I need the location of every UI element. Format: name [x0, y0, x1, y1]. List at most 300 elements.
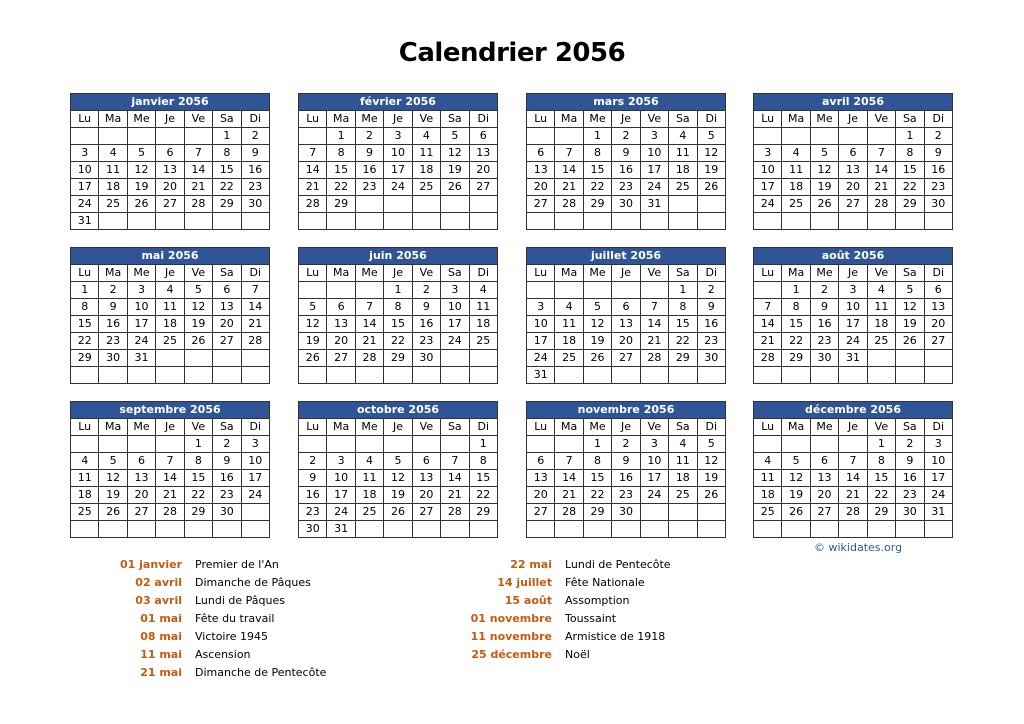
day-cell: 27: [810, 504, 838, 521]
day-cell: 7: [867, 145, 895, 162]
day-cell: 23: [612, 487, 640, 504]
day-cell: [213, 367, 241, 384]
day-cell: 10: [640, 453, 668, 470]
page-title: Calendrier 2056: [398, 38, 626, 68]
day-cell: [355, 436, 383, 453]
week-row: [71, 196, 270, 213]
day-cell: [555, 213, 583, 230]
day-cell: 3: [327, 453, 355, 470]
weekday-label: Di: [924, 265, 952, 282]
day-cell: 21: [640, 333, 668, 350]
day-cell: [810, 367, 838, 384]
weekday-label: Me: [355, 265, 383, 282]
day-cell: 9: [241, 145, 269, 162]
day-cell: 17: [640, 470, 668, 487]
weekday-label: Ma: [327, 419, 355, 436]
week-row: [71, 504, 270, 521]
holiday-item: [460, 628, 671, 646]
day-cell: 3: [384, 128, 412, 145]
day-cell: [327, 367, 355, 384]
day-cell: 17: [71, 179, 99, 196]
holiday-item: [460, 556, 671, 574]
day-cell: [412, 367, 440, 384]
day-cell: 15: [896, 162, 924, 179]
day-cell: 28: [555, 196, 583, 213]
day-cell: 22: [213, 179, 241, 196]
day-cell: [782, 521, 810, 538]
month-table: [753, 401, 953, 538]
day-cell: 16: [412, 316, 440, 333]
day-cell: [555, 367, 583, 384]
day-cell: 11: [412, 145, 440, 162]
day-cell: 18: [355, 487, 383, 504]
week-row: [754, 504, 953, 521]
day-cell: [241, 367, 269, 384]
weekday-label: Lu: [754, 111, 782, 128]
day-cell: 28: [156, 504, 184, 521]
day-cell: 27: [839, 196, 867, 213]
weekday-label: Me: [810, 265, 838, 282]
day-cell: 2: [299, 453, 327, 470]
day-cell: 10: [924, 453, 952, 470]
day-cell: 20: [527, 179, 555, 196]
day-cell: [184, 213, 212, 230]
day-cell: 9: [896, 453, 924, 470]
day-cell: 5: [299, 299, 327, 316]
day-cell: 4: [754, 453, 782, 470]
weekday-label: Lu: [71, 419, 99, 436]
week-row: [754, 213, 953, 230]
day-cell: 9: [355, 145, 383, 162]
day-cell: 2: [697, 282, 725, 299]
day-cell: [669, 367, 697, 384]
day-cell: 22: [71, 333, 99, 350]
day-cell: 16: [612, 162, 640, 179]
month-header: novembre 2056: [527, 402, 726, 419]
week-row: [299, 453, 498, 470]
day-cell: [754, 367, 782, 384]
day-cell: 18: [555, 333, 583, 350]
weekday-label: Lu: [527, 419, 555, 436]
weekday-label: Ma: [555, 419, 583, 436]
day-cell: 6: [213, 282, 241, 299]
day-cell: [555, 521, 583, 538]
day-cell: [156, 521, 184, 538]
weekday-label: Lu: [527, 111, 555, 128]
day-cell: [867, 128, 895, 145]
day-cell: 19: [384, 487, 412, 504]
week-row: [299, 350, 498, 367]
day-cell: 7: [355, 299, 383, 316]
weekday-label: Di: [469, 111, 497, 128]
weekday-label: Di: [697, 265, 725, 282]
day-cell: [412, 213, 440, 230]
weekday-label: Je: [612, 265, 640, 282]
holiday-date: 01 novembre: [470, 612, 552, 625]
day-cell: 15: [384, 316, 412, 333]
day-cell: [583, 282, 611, 299]
day-cell: [241, 350, 269, 367]
day-cell: 14: [184, 162, 212, 179]
holiday-item: [98, 610, 326, 628]
day-cell: 4: [669, 128, 697, 145]
day-cell: 25: [782, 196, 810, 213]
day-cell: 15: [71, 316, 99, 333]
day-cell: 5: [782, 453, 810, 470]
day-cell: 13: [469, 145, 497, 162]
day-cell: 30: [412, 350, 440, 367]
week-row: [527, 128, 726, 145]
day-cell: 25: [355, 504, 383, 521]
day-cell: 17: [241, 470, 269, 487]
day-cell: 27: [527, 196, 555, 213]
day-cell: 1: [213, 128, 241, 145]
day-cell: [156, 128, 184, 145]
day-cell: 18: [71, 487, 99, 504]
day-cell: 5: [384, 453, 412, 470]
day-cell: [527, 282, 555, 299]
day-cell: [241, 521, 269, 538]
day-cell: 10: [241, 453, 269, 470]
weekday-label: Me: [583, 419, 611, 436]
weekday-label: Ve: [867, 419, 895, 436]
day-cell: 24: [839, 333, 867, 350]
day-cell: 7: [184, 145, 212, 162]
holiday-date: 21 mai: [140, 666, 182, 679]
day-cell: 22: [327, 179, 355, 196]
day-cell: 21: [156, 487, 184, 504]
day-cell: 31: [839, 350, 867, 367]
day-cell: 31: [127, 350, 155, 367]
day-cell: 29: [469, 504, 497, 521]
day-cell: [441, 350, 469, 367]
holiday-name: Ascension: [195, 648, 251, 661]
weekday-label: Ve: [184, 111, 212, 128]
day-cell: 13: [156, 162, 184, 179]
day-cell: 30: [299, 521, 327, 538]
holiday-item: [98, 646, 326, 664]
holiday-name: Dimanche de Pâques: [195, 576, 311, 589]
week-row: [754, 333, 953, 350]
day-cell: 29: [71, 350, 99, 367]
week-row: [527, 367, 726, 384]
day-cell: [441, 436, 469, 453]
day-cell: [384, 367, 412, 384]
day-cell: 2: [612, 128, 640, 145]
holiday-name: Assomption: [565, 594, 630, 607]
day-cell: [754, 128, 782, 145]
day-cell: [384, 521, 412, 538]
day-cell: [640, 521, 668, 538]
week-row: [527, 521, 726, 538]
day-cell: 4: [469, 282, 497, 299]
week-row: [299, 145, 498, 162]
weekday-label: Je: [156, 111, 184, 128]
day-cell: 1: [782, 282, 810, 299]
holiday-list-right: [460, 556, 671, 664]
holiday-name: Noël: [565, 648, 590, 661]
day-cell: 3: [839, 282, 867, 299]
week-row: [527, 436, 726, 453]
day-cell: [810, 521, 838, 538]
month-table: [526, 401, 726, 538]
day-cell: [555, 282, 583, 299]
day-cell: 4: [555, 299, 583, 316]
month-table: [298, 93, 498, 230]
month-header: février 2056: [299, 94, 498, 111]
day-cell: 8: [583, 453, 611, 470]
day-cell: 14: [867, 162, 895, 179]
day-cell: 5: [184, 282, 212, 299]
day-cell: 2: [896, 436, 924, 453]
week-row: [71, 316, 270, 333]
weekday-label: Lu: [299, 419, 327, 436]
week-row: [754, 367, 953, 384]
week-row: [754, 470, 953, 487]
day-cell: 16: [810, 316, 838, 333]
copyright-link[interactable]: © wikidates.org: [814, 541, 903, 554]
weekday-label: Me: [127, 111, 155, 128]
week-row: [71, 521, 270, 538]
day-cell: 22: [669, 333, 697, 350]
day-cell: [839, 436, 867, 453]
day-cell: [867, 367, 895, 384]
weekday-label: Ma: [555, 111, 583, 128]
day-cell: 1: [469, 436, 497, 453]
day-cell: 24: [241, 487, 269, 504]
day-cell: [612, 521, 640, 538]
day-cell: 23: [241, 179, 269, 196]
day-cell: 29: [896, 196, 924, 213]
month-table: [70, 401, 270, 538]
day-cell: [99, 367, 127, 384]
day-cell: 26: [184, 333, 212, 350]
day-cell: [669, 521, 697, 538]
day-cell: 4: [412, 128, 440, 145]
day-cell: 2: [241, 128, 269, 145]
day-cell: 5: [441, 128, 469, 145]
day-cell: 24: [127, 333, 155, 350]
day-cell: 7: [156, 453, 184, 470]
day-cell: 23: [810, 333, 838, 350]
holiday-name: Armistice de 1918: [565, 630, 666, 643]
day-cell: [127, 367, 155, 384]
weekday-label: Ma: [99, 111, 127, 128]
day-cell: 11: [555, 316, 583, 333]
day-cell: 29: [583, 504, 611, 521]
weekday-label: Ve: [867, 111, 895, 128]
day-cell: [71, 128, 99, 145]
day-cell: 24: [924, 487, 952, 504]
month-header: janvier 2056: [71, 94, 270, 111]
month-header: juillet 2056: [527, 248, 726, 265]
day-cell: [810, 213, 838, 230]
day-cell: 27: [327, 350, 355, 367]
weekday-label: Sa: [213, 111, 241, 128]
weekday-label: Ma: [555, 265, 583, 282]
day-cell: 23: [697, 333, 725, 350]
weekday-label: Ma: [782, 111, 810, 128]
week-row: [71, 487, 270, 504]
month-header: août 2056: [754, 248, 953, 265]
day-cell: 7: [555, 453, 583, 470]
day-cell: 16: [99, 316, 127, 333]
day-cell: [527, 436, 555, 453]
day-cell: 14: [839, 470, 867, 487]
day-cell: 20: [839, 179, 867, 196]
day-cell: 26: [299, 350, 327, 367]
week-row: [754, 179, 953, 196]
weekday-label: Sa: [896, 265, 924, 282]
day-cell: 23: [412, 333, 440, 350]
weekday-label: Di: [241, 419, 269, 436]
day-cell: 10: [640, 145, 668, 162]
day-cell: 28: [441, 504, 469, 521]
weekday-label: Di: [697, 419, 725, 436]
day-cell: 26: [896, 333, 924, 350]
weekday-label: Sa: [213, 419, 241, 436]
day-cell: 24: [527, 350, 555, 367]
day-cell: 19: [810, 179, 838, 196]
day-cell: [839, 213, 867, 230]
weekday-label: Ve: [412, 419, 440, 436]
holiday-item: [98, 556, 326, 574]
day-cell: 2: [355, 128, 383, 145]
holiday-date: 11 mai: [140, 648, 182, 661]
day-cell: [555, 436, 583, 453]
weekday-label: Me: [583, 111, 611, 128]
day-cell: 22: [867, 487, 895, 504]
day-cell: [99, 213, 127, 230]
weekday-label: Sa: [669, 419, 697, 436]
day-cell: [924, 367, 952, 384]
day-cell: 12: [127, 162, 155, 179]
day-cell: [441, 196, 469, 213]
weekday-label: Me: [583, 265, 611, 282]
holiday-date: 25 décembre: [471, 648, 552, 661]
day-cell: 19: [99, 487, 127, 504]
day-cell: [896, 213, 924, 230]
day-cell: 25: [669, 179, 697, 196]
weekday-label: Je: [839, 111, 867, 128]
day-cell: 24: [71, 196, 99, 213]
week-row: [299, 470, 498, 487]
day-cell: 17: [441, 316, 469, 333]
day-cell: [441, 213, 469, 230]
day-cell: [71, 521, 99, 538]
day-cell: 10: [754, 162, 782, 179]
day-cell: [839, 128, 867, 145]
day-cell: 29: [782, 350, 810, 367]
day-cell: 12: [99, 470, 127, 487]
day-cell: 6: [412, 453, 440, 470]
day-cell: [184, 350, 212, 367]
day-cell: 11: [669, 453, 697, 470]
weekday-label: Je: [384, 419, 412, 436]
weekday-label: Ve: [412, 111, 440, 128]
holiday-item: [460, 592, 671, 610]
day-cell: 2: [612, 436, 640, 453]
day-cell: 28: [754, 350, 782, 367]
day-cell: 19: [184, 316, 212, 333]
holiday-date: 01 mai: [140, 612, 182, 625]
weekday-label: Je: [384, 111, 412, 128]
weekday-label: Ma: [99, 265, 127, 282]
day-cell: 26: [127, 196, 155, 213]
day-cell: [867, 213, 895, 230]
weekday-label: Ma: [782, 419, 810, 436]
day-cell: 15: [213, 162, 241, 179]
weekday-label: Sa: [896, 111, 924, 128]
day-cell: 19: [697, 470, 725, 487]
day-cell: [327, 436, 355, 453]
day-cell: 7: [640, 299, 668, 316]
day-cell: 17: [839, 316, 867, 333]
day-cell: 16: [612, 470, 640, 487]
day-cell: 13: [527, 162, 555, 179]
day-cell: [612, 213, 640, 230]
day-cell: 2: [810, 282, 838, 299]
day-cell: 14: [441, 470, 469, 487]
day-cell: 6: [527, 453, 555, 470]
day-cell: 7: [839, 453, 867, 470]
day-cell: 7: [299, 145, 327, 162]
day-cell: [355, 196, 383, 213]
day-cell: [99, 128, 127, 145]
day-cell: [441, 367, 469, 384]
weekday-label: Me: [127, 265, 155, 282]
week-row: [299, 367, 498, 384]
day-cell: 12: [782, 470, 810, 487]
day-cell: 20: [156, 179, 184, 196]
weekday-label: Ve: [184, 419, 212, 436]
day-cell: 12: [583, 316, 611, 333]
day-cell: 11: [754, 470, 782, 487]
day-cell: 8: [896, 145, 924, 162]
holiday-item: [460, 610, 671, 628]
day-cell: 17: [924, 470, 952, 487]
day-cell: [583, 521, 611, 538]
weekday-label: Lu: [754, 419, 782, 436]
day-cell: 25: [99, 196, 127, 213]
day-cell: 9: [412, 299, 440, 316]
weekday-label: Ve: [412, 265, 440, 282]
day-cell: 6: [810, 453, 838, 470]
week-row: [71, 179, 270, 196]
day-cell: 3: [527, 299, 555, 316]
day-cell: 18: [782, 179, 810, 196]
holiday-date: 08 mai: [140, 630, 182, 643]
weekday-label: Di: [469, 265, 497, 282]
day-cell: [241, 504, 269, 521]
day-cell: [782, 213, 810, 230]
week-row: [71, 299, 270, 316]
day-cell: 9: [924, 145, 952, 162]
day-cell: [355, 213, 383, 230]
day-cell: 25: [469, 333, 497, 350]
day-cell: 26: [697, 179, 725, 196]
day-cell: 12: [810, 162, 838, 179]
day-cell: 21: [839, 487, 867, 504]
day-cell: [127, 213, 155, 230]
day-cell: 14: [555, 162, 583, 179]
week-row: [754, 316, 953, 333]
day-cell: [754, 436, 782, 453]
day-cell: [327, 282, 355, 299]
holiday-name: Dimanche de Pentecôte: [195, 666, 327, 679]
day-cell: 11: [156, 299, 184, 316]
day-cell: 19: [782, 487, 810, 504]
